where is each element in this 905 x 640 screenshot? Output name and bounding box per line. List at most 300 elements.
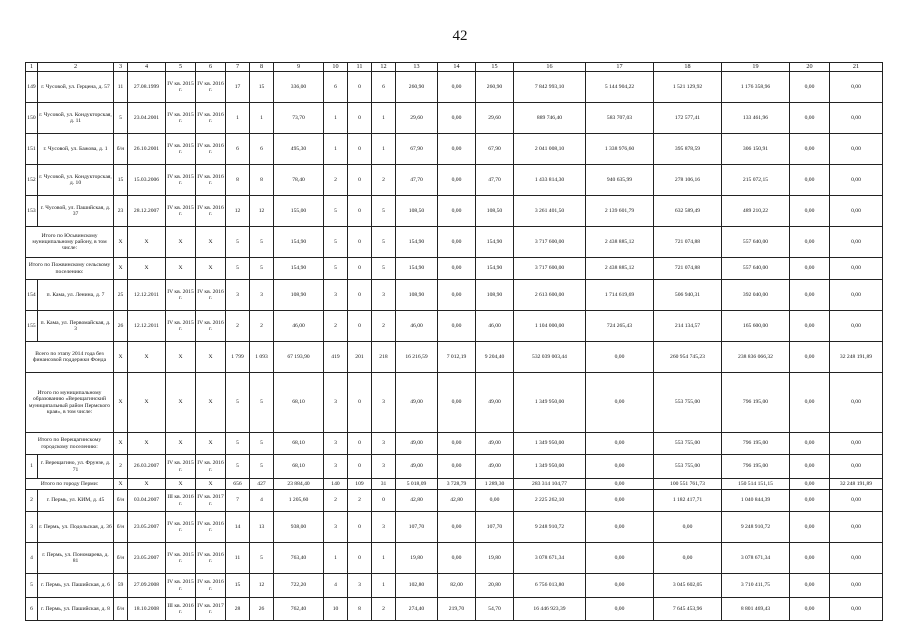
value-cell: 3 (372, 433, 396, 455)
deadline-cell: IV кв. 2016 г. (196, 311, 226, 342)
value-cell: 5 144 904,22 (586, 72, 654, 103)
value-cell: 3 (324, 433, 348, 455)
value-cell: 49,00 (476, 433, 514, 455)
value-cell: 0,00 (586, 455, 654, 479)
value-cell: 336,00 (274, 72, 324, 103)
value-cell: 0,00 (586, 373, 654, 433)
value-cell: 26.10.2001 (128, 134, 166, 165)
value-cell: 506 940,31 (654, 280, 722, 311)
deadline-cell: X (196, 258, 226, 280)
value-cell: 5 (226, 455, 250, 479)
row-number-cell: 1 (26, 455, 38, 479)
deadline-cell: IV кв. 2015 г. (166, 280, 196, 311)
deadline-cell: IV кв. 2015 г. (166, 103, 196, 134)
value-cell: 49,00 (396, 455, 438, 479)
value-cell: 0,00 (790, 258, 830, 280)
value-cell: 8 (348, 598, 372, 621)
row-number-cell: 5 (26, 574, 38, 598)
value-cell: 23 (114, 196, 128, 227)
deadline-cell: X (166, 373, 196, 433)
address-cell: г. Пермь, ул. Подольская, д. 36 (38, 512, 114, 543)
value-cell: 5 (372, 227, 396, 258)
value-cell: 215 072,15 (722, 165, 790, 196)
column-header-5: 5 (166, 63, 196, 72)
value-cell: 2 (226, 311, 250, 342)
value-cell: 0,00 (438, 258, 476, 280)
value-cell: 0,00 (830, 165, 883, 196)
value-cell: 108,90 (396, 280, 438, 311)
column-header-2: 2 (38, 63, 114, 72)
value-cell: 0,00 (438, 455, 476, 479)
value-cell: 1 040 844,39 (722, 490, 790, 512)
value-cell: 7 (226, 490, 250, 512)
value-cell: 796 195,00 (722, 455, 790, 479)
row-number-cell: 4 (26, 543, 38, 574)
value-cell: 12 (250, 574, 274, 598)
value-cell: 6 756 013,80 (514, 574, 586, 598)
value-cell: 1 (324, 103, 348, 134)
value-cell: X (114, 433, 128, 455)
value-cell: 3 710 411,75 (722, 574, 790, 598)
deadline-cell: IV кв. 2016 г. (196, 280, 226, 311)
value-cell: 0,00 (830, 455, 883, 479)
value-cell: 656 (226, 479, 250, 490)
deadline-cell: X (196, 373, 226, 433)
column-header-11: 11 (348, 63, 372, 72)
subtotal-row (26, 479, 883, 490)
value-cell: 0,00 (438, 72, 476, 103)
value-cell: 5 (250, 433, 274, 455)
value-cell: 102,80 (396, 574, 438, 598)
value-cell: 0,00 (586, 479, 654, 490)
value-cell: 283 314 104,77 (514, 479, 586, 490)
value-cell: 0,00 (586, 543, 654, 574)
value-cell: 0,00 (790, 103, 830, 134)
value-cell: 0,00 (830, 103, 883, 134)
deadline-cell: IV кв. 2015 г. (166, 512, 196, 543)
value-cell: 15 (226, 574, 250, 598)
value-cell: 553 755,00 (654, 455, 722, 479)
value-cell: 0,00 (790, 433, 830, 455)
value-cell: 3 (324, 512, 348, 543)
value-cell: 0,00 (830, 574, 883, 598)
row-number-cell: 152 (26, 165, 38, 196)
value-cell: 140 (324, 479, 348, 490)
value-cell: 12 (226, 196, 250, 227)
value-cell: 0,00 (790, 72, 830, 103)
value-cell: 9 204,40 (476, 342, 514, 373)
value-cell: 78,40 (274, 165, 324, 196)
value-cell: 3 045 602,05 (654, 574, 722, 598)
subtotal-label: Итого по Верещагинскому городскому поселению: (26, 433, 114, 455)
value-cell: 495,30 (274, 134, 324, 165)
value-cell: 0,00 (790, 373, 830, 433)
value-cell: 5 (372, 196, 396, 227)
value-cell: 0,00 (830, 512, 883, 543)
value-cell: 419 (324, 342, 348, 373)
value-cell: б/н (114, 598, 128, 621)
deadline-cell: IV кв. 2016 г. (196, 72, 226, 103)
value-cell: 154,90 (476, 258, 514, 280)
value-cell: 12.12.2011 (128, 311, 166, 342)
subtotal-label: Итого по городу Перми: (26, 479, 114, 490)
deadline-cell: IV кв. 2016 г. (196, 455, 226, 479)
value-cell: 0,00 (438, 103, 476, 134)
value-cell: 0,00 (438, 512, 476, 543)
value-cell: 1 (250, 103, 274, 134)
value-cell: 762,40 (274, 598, 324, 621)
value-cell: 2 (348, 490, 372, 512)
value-cell: 0,00 (790, 490, 830, 512)
value-cell: 395 878,59 (654, 134, 722, 165)
value-cell: 11 (226, 543, 250, 574)
value-cell: 49,00 (396, 433, 438, 455)
value-cell: 1 349 950,00 (514, 455, 586, 479)
value-cell: 11 (114, 72, 128, 103)
value-cell: 6 (372, 72, 396, 103)
value-cell: X (128, 479, 166, 490)
value-cell: 0,00 (790, 574, 830, 598)
value-cell: 28 (226, 598, 250, 621)
value-cell: 3 728,79 (438, 479, 476, 490)
subtotal-row (26, 342, 883, 373)
value-cell: 2 (324, 490, 348, 512)
value-cell: 19,80 (476, 543, 514, 574)
address-cell: г. Чусовой, ул. Пашийская, д. 37 (38, 196, 114, 227)
value-cell: 7 012,19 (438, 342, 476, 373)
value-cell: 1 (372, 574, 396, 598)
value-cell: 5 (250, 543, 274, 574)
value-cell: 1 104 000,00 (514, 311, 586, 342)
value-cell: 108,50 (396, 196, 438, 227)
value-cell: 68,10 (274, 373, 324, 433)
deadline-cell: IV кв. 2015 г. (166, 134, 196, 165)
value-cell: 3 (348, 574, 372, 598)
value-cell: 7 645 453,96 (654, 598, 722, 621)
value-cell: 67 193,90 (274, 342, 324, 373)
value-cell: 03.04.2007 (128, 490, 166, 512)
value-cell: 68,10 (274, 433, 324, 455)
value-cell: 0 (372, 490, 396, 512)
column-header-12: 12 (372, 63, 396, 72)
value-cell: 73,70 (274, 103, 324, 134)
value-cell: 0 (348, 280, 372, 311)
value-cell: 238 836 066,32 (722, 342, 790, 373)
value-cell: 6 (250, 134, 274, 165)
value-cell: 27.09.2008 (128, 574, 166, 598)
value-cell: 2 041 008,10 (514, 134, 586, 165)
value-cell: 0 (348, 373, 372, 433)
value-cell: 0 (348, 258, 372, 280)
value-cell: 0 (348, 165, 372, 196)
value-cell: 0 (348, 433, 372, 455)
row-number-cell: 149 (26, 72, 38, 103)
value-cell: 1 289,30 (476, 479, 514, 490)
subtotal-label: Всего по этапу 2014 года без финансовой поддержки Фонда (26, 342, 114, 373)
value-cell: 154,90 (396, 258, 438, 280)
value-cell: 0,00 (586, 598, 654, 621)
deadline-cell: X (166, 258, 196, 280)
value-cell: 5 (324, 196, 348, 227)
value-cell: 2 (372, 311, 396, 342)
value-cell: 0,00 (790, 455, 830, 479)
value-cell: 67,90 (396, 134, 438, 165)
value-cell: 0,00 (438, 165, 476, 196)
value-cell: 260 954 745,23 (654, 342, 722, 373)
deadline-cell: IV кв. 2015 г. (166, 72, 196, 103)
value-cell: 427 (250, 479, 274, 490)
column-header-13: 13 (396, 63, 438, 72)
deadline-cell: X (196, 479, 226, 490)
value-cell: 632 589,49 (654, 196, 722, 227)
deadline-cell: IV кв. 2016 г. (196, 512, 226, 543)
table-row (26, 455, 883, 479)
row-number-cell: 3 (26, 512, 38, 543)
value-cell: 3 717 600,00 (514, 227, 586, 258)
deadline-cell: IV кв. 2016 г. (196, 165, 226, 196)
value-cell: 154,90 (274, 258, 324, 280)
value-cell: 5 (372, 258, 396, 280)
table-row (26, 574, 883, 598)
value-cell: X (114, 373, 128, 433)
value-cell: 6 (324, 72, 348, 103)
value-cell: 1 349 950,00 (514, 373, 586, 433)
value-cell: 23.05.2007 (128, 543, 166, 574)
deadline-cell: X (166, 479, 196, 490)
column-header-7: 7 (226, 63, 250, 72)
value-cell: 3 (324, 373, 348, 433)
value-cell: 0,00 (830, 258, 883, 280)
deadline-cell: IV кв. 2016 г. (196, 103, 226, 134)
value-cell: 721 074,88 (654, 258, 722, 280)
value-cell: X (128, 227, 166, 258)
value-cell: 42,80 (438, 490, 476, 512)
value-cell: 260,90 (476, 72, 514, 103)
value-cell: б/н (114, 490, 128, 512)
value-cell: 12.12.2011 (128, 280, 166, 311)
value-cell: 3 261 401,50 (514, 196, 586, 227)
address-cell: г. Чусовой, ул. Герцена, д. 57 (38, 72, 114, 103)
value-cell: X (114, 342, 128, 373)
value-cell: 0,00 (654, 512, 722, 543)
deadline-cell: IV кв. 2015 г. (166, 165, 196, 196)
value-cell: 100 551 761,73 (654, 479, 722, 490)
value-cell: 201 (348, 342, 372, 373)
value-cell: X (114, 227, 128, 258)
value-cell: 0,00 (790, 227, 830, 258)
value-cell: 0,00 (438, 280, 476, 311)
value-cell: 172 577,41 (654, 103, 722, 134)
value-cell: 13 (250, 512, 274, 543)
value-cell: 557 640,00 (722, 258, 790, 280)
value-cell: 19,80 (396, 543, 438, 574)
value-cell: 26 (114, 311, 128, 342)
column-header-20: 20 (790, 63, 830, 72)
column-header-18: 18 (654, 63, 722, 72)
row-number-cell: 2 (26, 490, 38, 512)
value-cell: 7 842 993,10 (514, 72, 586, 103)
value-cell: 0 (348, 512, 372, 543)
address-cell: г. Чусовой, ул. Бажова, д. 1 (38, 134, 114, 165)
address-cell: г. Пермь, ул. Пашийская, д. 6 (38, 574, 114, 598)
value-cell: 0,00 (790, 196, 830, 227)
value-cell: 2 438 885,12 (586, 227, 654, 258)
deadline-cell: X (196, 227, 226, 258)
value-cell: 0,00 (438, 543, 476, 574)
value-cell: 4 (250, 490, 274, 512)
value-cell: 5 (250, 258, 274, 280)
value-cell: 274,40 (396, 598, 438, 621)
value-cell: 6 (226, 134, 250, 165)
address-cell: г. Чусовой, ул. Кондукторская, д. 10 (38, 165, 114, 196)
value-cell: 0,00 (476, 490, 514, 512)
value-cell: 0,00 (438, 196, 476, 227)
value-cell: 5 (226, 258, 250, 280)
value-cell: 108,90 (476, 280, 514, 311)
deadline-cell: X (166, 433, 196, 455)
deadline-cell: X (166, 227, 196, 258)
row-number-cell: 150 (26, 103, 38, 134)
value-cell: 10 (324, 598, 348, 621)
value-cell: 67,90 (476, 134, 514, 165)
value-cell: 2 225 262,10 (514, 490, 586, 512)
column-header-9: 9 (274, 63, 324, 72)
deadline-cell: IV кв. 2016 г. (196, 543, 226, 574)
value-cell: 29,60 (476, 103, 514, 134)
value-cell: 59 (114, 574, 128, 598)
value-cell: 154,90 (274, 227, 324, 258)
column-header-19: 19 (722, 63, 790, 72)
column-header-10: 10 (324, 63, 348, 72)
value-cell: б/н (114, 512, 128, 543)
deadline-cell: IV кв. 2015 г. (166, 543, 196, 574)
value-cell: 32 248 191,89 (830, 342, 883, 373)
value-cell: X (128, 342, 166, 373)
subtotal-label: Итого по Юсьвинскому муниципальному району, в том числе: (26, 227, 114, 258)
subtotal-label: Итого по Пожвинскому сельскому поселению: (26, 258, 114, 280)
value-cell: 107,70 (396, 512, 438, 543)
value-cell: 721 074,88 (654, 227, 722, 258)
value-cell: 3 (250, 280, 274, 311)
subtotal-row (26, 373, 883, 433)
table-row (26, 543, 883, 574)
value-cell: 5 018,09 (396, 479, 438, 490)
value-cell: 392 040,00 (722, 280, 790, 311)
value-cell: 0,00 (830, 227, 883, 258)
table-row (26, 196, 883, 227)
value-cell: 0,00 (790, 134, 830, 165)
value-cell: 0,00 (830, 433, 883, 455)
subtotal-row (26, 258, 883, 280)
value-cell: 1 433 814,30 (514, 165, 586, 196)
deadline-cell: IV кв. 2015 г. (166, 455, 196, 479)
value-cell: 8 (226, 165, 250, 196)
value-cell: 15 (114, 165, 128, 196)
deadline-cell: IV кв. 2015 г. (166, 311, 196, 342)
value-cell: 26 (250, 598, 274, 621)
value-cell: 0,00 (830, 72, 883, 103)
value-cell: 0,00 (438, 134, 476, 165)
value-cell: 553 755,00 (654, 373, 722, 433)
value-cell: 49,00 (476, 455, 514, 479)
value-cell: 0 (348, 72, 372, 103)
value-cell: 31 (372, 479, 396, 490)
value-cell: 68,10 (274, 455, 324, 479)
value-cell: б/н (114, 134, 128, 165)
value-cell: 553 755,00 (654, 433, 722, 455)
value-cell: 0,00 (790, 543, 830, 574)
value-cell: 214 134,57 (654, 311, 722, 342)
value-cell: 763,40 (274, 543, 324, 574)
value-cell: 14 (226, 512, 250, 543)
value-cell: 260,90 (396, 72, 438, 103)
column-header-6: 6 (196, 63, 226, 72)
value-cell: 938,00 (274, 512, 324, 543)
value-cell: 0,00 (438, 433, 476, 455)
value-cell: 2 (324, 165, 348, 196)
table-row (26, 280, 883, 311)
value-cell: 557 640,00 (722, 227, 790, 258)
address-cell: п. Кама, ул. Первомайская, д. 3 (38, 311, 114, 342)
value-cell: 0 (348, 134, 372, 165)
value-cell: 8 801 469,43 (722, 598, 790, 621)
value-cell: 2 (114, 455, 128, 479)
value-cell: 49,00 (396, 373, 438, 433)
value-cell: 17 (226, 72, 250, 103)
address-cell: п. Кама, ул. Ленина, д. 7 (38, 280, 114, 311)
value-cell: 82,00 (438, 574, 476, 598)
value-cell: 2 613 600,00 (514, 280, 586, 311)
address-cell: г. Пермь, ул. Пономарева, д. 81 (38, 543, 114, 574)
deadline-cell: IV кв. 2016 г. (196, 574, 226, 598)
deadline-cell: IV кв. 2015 г. (166, 574, 196, 598)
value-cell: 1 (324, 134, 348, 165)
value-cell: 5 (250, 373, 274, 433)
value-cell: 0 (348, 543, 372, 574)
address-cell: г. Чусовой, ул. Кондукторская, д. 11 (38, 103, 114, 134)
value-cell: 12 (250, 196, 274, 227)
value-cell: 0,00 (830, 134, 883, 165)
value-cell: 796 195,00 (722, 373, 790, 433)
value-cell: 20,80 (476, 574, 514, 598)
value-cell: 0,00 (830, 311, 883, 342)
value-cell: 219,70 (438, 598, 476, 621)
value-cell: 0,00 (438, 227, 476, 258)
value-cell: 3 (324, 455, 348, 479)
column-header-15: 15 (476, 63, 514, 72)
value-cell: 3 078 671,34 (722, 543, 790, 574)
value-cell: 5 (226, 227, 250, 258)
value-cell: 46,00 (274, 311, 324, 342)
value-cell: 3 (372, 455, 396, 479)
value-cell: 2 (372, 598, 396, 621)
value-cell: 5 (250, 455, 274, 479)
value-cell: 0,00 (654, 543, 722, 574)
value-cell: 23.05.2007 (128, 512, 166, 543)
value-cell: 0 (348, 455, 372, 479)
page-number: 42 (452, 28, 468, 44)
value-cell: 1 (372, 543, 396, 574)
value-cell: 108,50 (476, 196, 514, 227)
value-cell: 0,00 (790, 342, 830, 373)
value-cell: 1 (372, 103, 396, 134)
column-header-8: 8 (250, 63, 274, 72)
deadline-cell: IV кв. 2016 г. (196, 196, 226, 227)
value-cell: 1 338 976,60 (586, 134, 654, 165)
value-cell: 2 139 601,79 (586, 196, 654, 227)
value-cell: 218 (372, 342, 396, 373)
value-cell: 1 093 (250, 342, 274, 373)
